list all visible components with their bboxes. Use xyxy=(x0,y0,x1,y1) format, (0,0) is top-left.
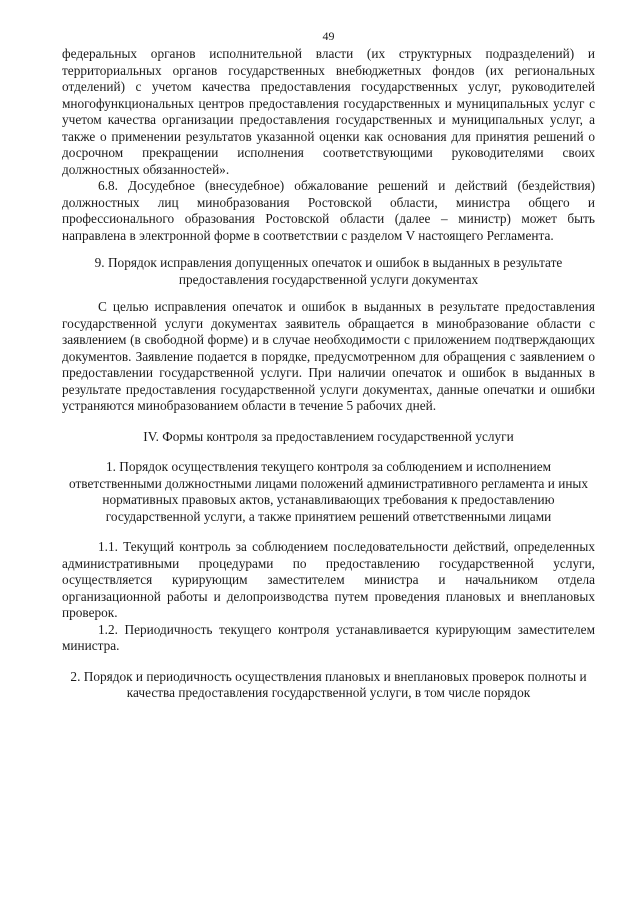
document-body xyxy=(62,46,595,702)
paragraph-6-8: 6.8. Досудебное (внесудебное) обжалование решений и действий (бездействия) должностных лиц минобразования Ростовской области, министра общего и профессионального образования Ростовской области (далее – министр) может быть направлена в электронной форме в соответствии с разделом V настоящего Регламента. xyxy=(62,178,595,243)
heading-section-9: 9. Порядок исправления допущенных опечаток и ошибок в выданных в результате предоставления государственной услуги документах xyxy=(94,255,563,287)
paragraph-1-1: 1.1. Текущий контроль за соблюдением последовательности действий, определенных административными процедурами по предоставлению государственной услуги, осуществляется курирующим заместителем министра и начальником отдела организационной работы и делопроизводства путем проведения плановых и внеплановых проверок. xyxy=(62,539,595,620)
page-number: 49 xyxy=(322,29,335,43)
paragraph-1-2: 1.2. Периодичность текущего контроля устанавливается курирующим заместителем министра. xyxy=(62,621,595,653)
heading-subsection-1: 1. Порядок осуществления текущего контроля за соблюдением и исполнением ответственными должностными лицами положений административного регламента и иных нормативных правовых актов, устанавливающих требования к предоставлению государственной услуги, а также принятием решений ответственными лицами xyxy=(68,459,589,524)
paragraph-correction-procedure: С целью исправления опечаток и ошибок в выданных в результате предоставления государственной услуги документах заявитель обращается в минобразование области с заявлением (в свободной форме) и в случае необходимости с приложением подтверждающих документов. Заявление подается в порядке, предусмотренном для обращения с заявлением о предоставлении государственной услуги. При наличии опечаток и ошибок в выданных в результате предоставления государственной услуги документах, данные опечатки и ошибки устраняются минобразованием области в течение 5 рабочих дней. xyxy=(62,299,595,413)
paragraph-continuation: федеральных органов исполнительной власти (их структурных подразделений) и территориальных органов государственных внебюджетных фондов (их региональных отделений) с учетом качества предоставления государственных услуг, руководителей многофункциональных центров предоставления государственных и муниципальных услуг с учетом качества организации предоставления государственных и муниципальных услуг, а также о применении результатов указанной оценки как основания для принятия решений о досрочном прекращении исполнения соответствующими руководителями своих должностных обязанностей». xyxy=(62,46,595,177)
heading-subsection-2: 2. Порядок и периодичность осуществления плановых и внеплановых проверок полноты и качества предоставления государственной услуги, в том числе порядок xyxy=(70,668,587,700)
heading-chapter-iv: IV. Формы контроля за предоставлением государственной услуги xyxy=(143,428,514,444)
